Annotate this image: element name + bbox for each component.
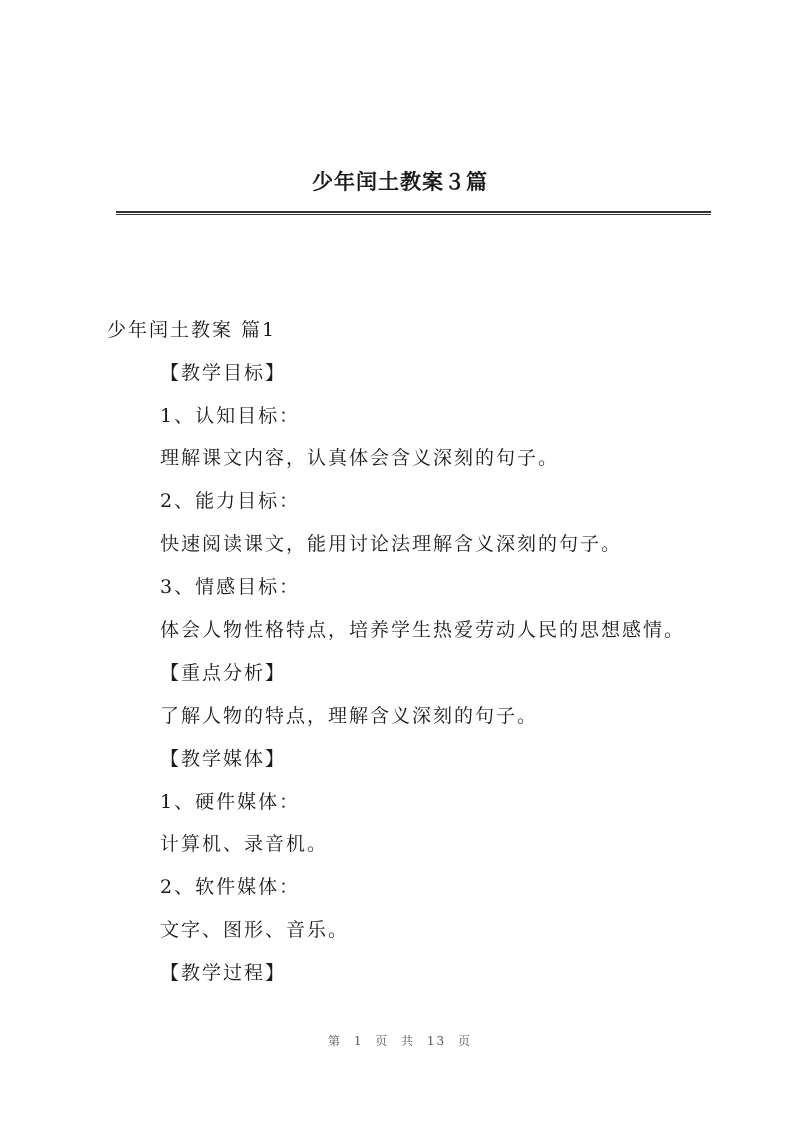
goal-cognitive-heading: 1、认知目标： xyxy=(160,405,301,427)
goal-emotion-text: 体会人物性格特点，培养学生热爱劳动人民的思想感情。 xyxy=(160,619,686,641)
section-heading-key-points: 【重点分析】 xyxy=(160,662,287,684)
section-heading-media: 【教学媒体】 xyxy=(160,748,287,770)
hardware-media-text: 计算机、录音机。 xyxy=(160,833,329,855)
article-heading: 少年闰土教案 篇1 xyxy=(107,319,277,341)
section-heading-process: 【教学过程】 xyxy=(160,962,287,984)
goal-emotion-heading: 3、情感目标： xyxy=(160,576,301,598)
title-underline xyxy=(116,211,711,215)
section-heading-teaching-goals: 【教学目标】 xyxy=(160,362,287,384)
software-media-text: 文字、图形、音乐。 xyxy=(160,919,350,941)
document-title: 少年闰土教案３篇 xyxy=(312,169,488,194)
hardware-media-heading: 1、硬件媒体： xyxy=(160,791,301,813)
page-number-footer: 第 1 页 共 13 页 xyxy=(328,1034,472,1048)
goal-ability-heading: 2、能力目标： xyxy=(160,490,301,512)
software-media-heading: 2、软件媒体： xyxy=(160,876,301,898)
key-points-text: 了解人物的特点，理解含义深刻的句子。 xyxy=(160,705,539,727)
goal-cognitive-text: 理解课文内容，认真体会含义深刻的句子。 xyxy=(160,447,560,469)
goal-ability-text: 快速阅读课文，能用讨论法理解含义深刻的句子。 xyxy=(160,533,623,555)
